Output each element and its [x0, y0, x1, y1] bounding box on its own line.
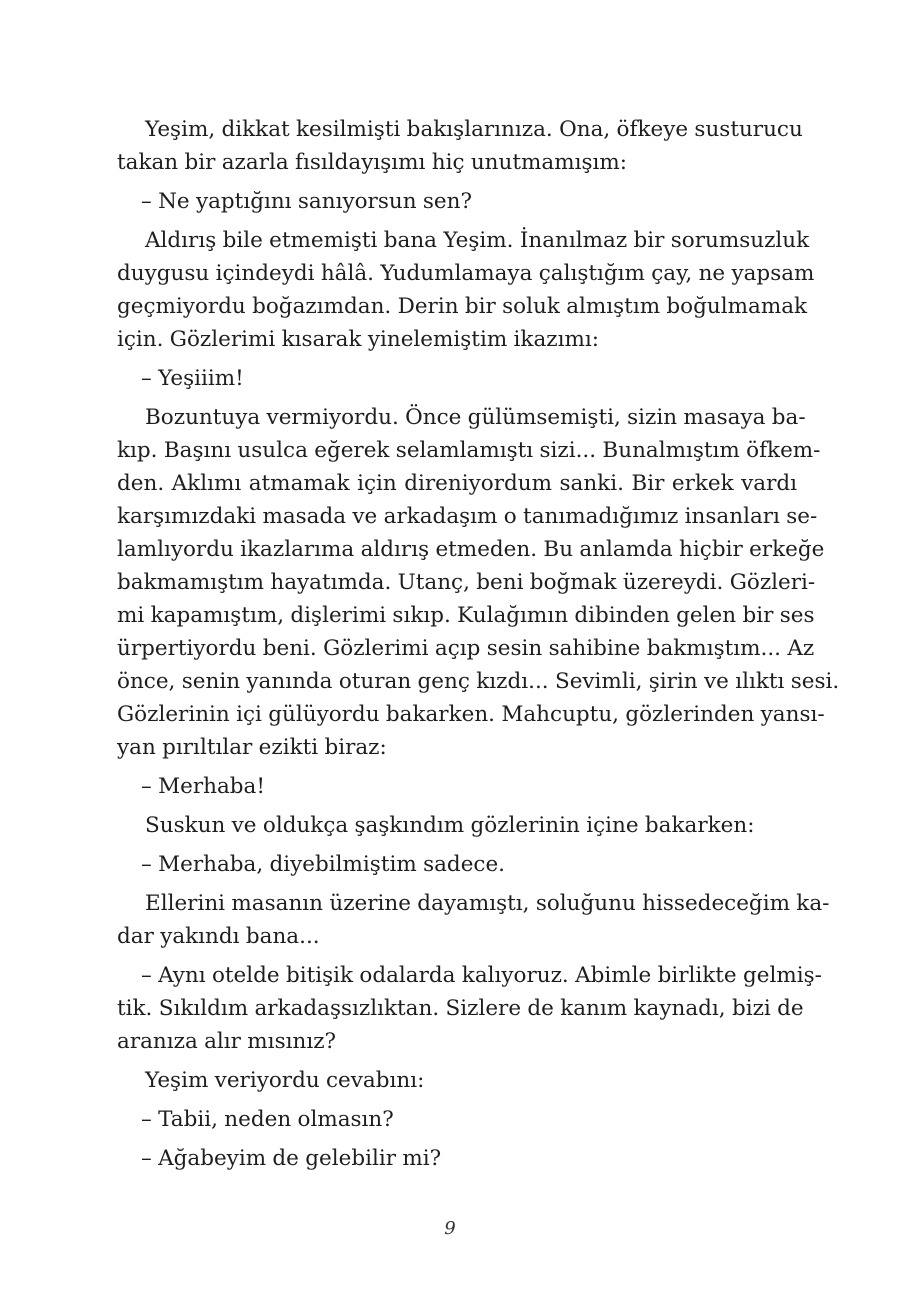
text-line: aranıza alır mısınız? [117, 1029, 337, 1054]
text-line: den. Aklımı atmamak için direniyordum sanki. Bir erkek vardı [117, 471, 797, 496]
text-line: mi kapamıştım, dişlerimi sıkıp. Kulağımın dibinden gelen bir ses [117, 603, 815, 628]
paragraph [117, 224, 815, 356]
text-line: tik. Sıkıldım arkadaşsızlıktan. Sizlere de kanım kaynadı, bizi de [117, 996, 804, 1021]
paragraph [117, 887, 830, 953]
text-line: için. Gözlerimi kısarak yinelemiştim ikazımı: [117, 327, 599, 352]
text-line: karşımızdaki masada ve arkadaşım o tanımadığımız insanları se- [117, 504, 818, 529]
paragraph [117, 401, 840, 764]
text-line: Yeşim, dikkat kesilmişti bakışlarınıza. Ona, öfkeye susturucu [145, 117, 803, 142]
paragraph [117, 113, 803, 179]
text-line: – Tabii, neden olmasın? [141, 1107, 394, 1132]
dialogue-paragraph [117, 1142, 797, 1175]
paragraph [117, 1064, 797, 1097]
dialogue-paragraph [117, 1103, 797, 1136]
text-line: – Merhaba! [141, 774, 265, 799]
text-line: – Merhaba, diyebilmiştim sadece. [141, 852, 506, 877]
text-line: dar yakındı bana... [117, 924, 320, 949]
text-line: yan pırıltılar ezikti biraz: [117, 735, 387, 760]
text-line: – Ağabeyim de gelebilir mi? [141, 1146, 442, 1171]
text-line: lamlıyordu ikazlarıma aldırış etmeden. Bu anlamda hiçbir erkeğe [117, 537, 825, 562]
text-line: Gözlerinin içi gülüyordu bakarken. Mahcuptu, gözlerinden yansı- [117, 702, 825, 727]
text-line: – Yeşiiim! [141, 366, 244, 391]
text-line: önce, senin yanında oturan genç kızdı... Sevimli, şirin ve ılıktı sesi. [117, 669, 840, 694]
body-text [117, 113, 840, 1175]
paragraph [117, 809, 797, 842]
text-line: – Ne yaptığını sanıyorsun sen? [141, 189, 473, 214]
dialogue-paragraph [117, 848, 797, 881]
text-line: Bozuntuya vermiyordu. Önce gülümsemişti, sizin masaya ba- [145, 405, 806, 430]
text-line: kıp. Başını usulca eğerek selamlamıştı sizi... Bunalmıştım öfkem- [117, 438, 821, 463]
text-line: ürpertiyordu beni. Gözlerimi açıp sesin sahibine bakmıştım... Az [117, 636, 815, 661]
text-line: Ellerini masanın üzerine dayamıştı, soluğunu hissedeceğim ka- [145, 891, 830, 916]
text-line: geçmiyordu boğazımdan. Derin bir soluk almıştım boğulmamak [117, 294, 808, 319]
text-line: duygusu içindeydi hâlâ. Yudumlamaya çalıştığım çay, ne yapsam [117, 261, 815, 286]
text-line: bakmamıştım hayatımda. Utanç, beni boğmak üzereydi. Gözleri- [117, 570, 816, 595]
dialogue-paragraph [117, 770, 797, 803]
dialogue-paragraph [117, 362, 797, 395]
text-line: Aldırış bile etmemişti bana Yeşim. İnanılmaz bir sorumsuzluk [145, 228, 810, 253]
page-number: 9 [444, 1218, 456, 1239]
text-line: Yeşim veriyordu cevabını: [145, 1068, 425, 1093]
dialogue-paragraph [117, 959, 822, 1058]
text-line: takan bir azarla fısıldayışımı hiç unutmamışım: [117, 150, 628, 175]
text-line: Suskun ve oldukça şaşkındım gözlerinin içine bakarken: [145, 813, 755, 838]
text-line: – Aynı otelde bitişik odalarda kalıyoruz. Abimle birlikte gelmiş- [141, 963, 822, 988]
dialogue-paragraph [117, 185, 797, 218]
